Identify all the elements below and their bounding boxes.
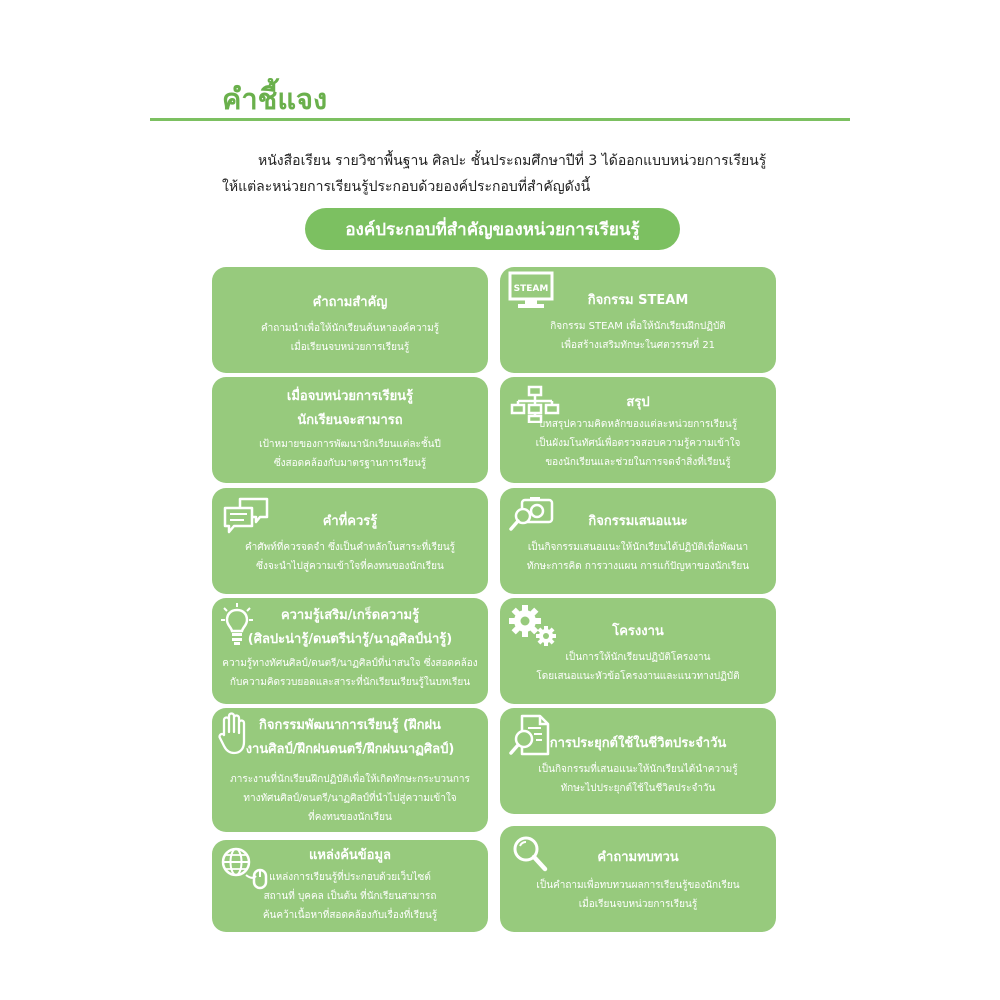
card-desc-line: กับความคิดรวบยอดและสาระที่นักเรียนเรียนรู้ในบทเรียน [229,677,471,688]
card-title: งานศิลป์/ฝึกฝนดนตรี/ฝึกฝนนาฏศิลป์) [245,742,455,757]
card-daily-life [500,708,776,814]
card-title: การประยุกต์ใช้ในชีวิตประจำวัน [549,736,727,751]
card-desc-line: ซึ่งสอดคล้องกับมาตรฐานการเรียนรู้ [273,458,427,469]
card-desc-line: เป็นกิจกรรมที่เสนอแนะให้นักเรียนได้นำความรู้ [538,764,738,775]
card-outcomes [212,377,488,483]
card-summary [500,377,776,483]
card-review [500,826,776,932]
card-desc-line: เมื่อเรียนจบหน่วยการเรียนรู้ [290,342,410,353]
card-desc-line: กิจกรรม STEAM เพื่อให้นักเรียนฝึกปฏิบัติ [550,321,726,332]
steam-icon-label: STEAM [513,284,549,294]
card-title: กิจกรรม STEAM [587,293,689,308]
card-title: กิจกรรมเสนอแนะ [588,514,688,529]
card-desc-line: โดยเสนอแนะหัวข้อโครงงานและแนวทางปฏิบัติ [536,671,740,682]
card-desc-line: ภาระงานที่นักเรียนฝึกปฏิบัติเพื่อให้เกิดทักษะกระบวนการ [230,774,470,785]
card-title: โครงงาน [612,624,664,639]
card-desc-line: ที่คงทนของนักเรียน [308,812,392,823]
card-vocabulary [212,488,488,594]
card-title: คำที่ควรรู้ [322,514,378,529]
card-title: นักเรียนจะสามารถ [297,413,403,428]
card-title: กิจกรรมพัฒนาการเรียนรู้ (ฝึกฝน [259,718,441,733]
card-key-question [212,267,488,373]
card-steam [500,267,776,373]
card-desc-line: ความรู้ทางทัศนศิลป์/ดนตรี/นาฏศิลป์ที่น่าสนใจ ซึ่งสอดคล้อง [222,658,478,669]
card-desc-line: บทสรุปความคิดหลักของแต่ละหน่วยการเรียนรู้ [538,419,738,430]
card-suggested-activity [500,488,776,594]
card-sources [212,840,488,932]
card-desc-line: แหล่งการเรียนรู้ที่ประกอบด้วยเว็บไซต์ [269,872,431,883]
section-banner: องค์ประกอบที่สำคัญของหน่วยการเรียนรู้ [305,208,680,250]
card-title: สรุป [626,395,650,410]
card-desc-line: คำถามนำเพื่อให้นักเรียนค้นหาองค์ความรู้ [260,323,440,334]
card-title: เมื่อจบหน่วยการเรียนรู้ [286,389,414,404]
card-title: (ศิลปะน่ารู้/ดนตรีน่ารู้/นาฏศิลป์น่ารู้) [247,632,453,647]
card-desc-line: ทักษะการคิด การวางแผน การแก้ปัญหาของนักเรียน [526,561,750,572]
card-knowledge [212,598,488,704]
card-desc-line: เป็นการให้นักเรียนปฏิบัติโครงงาน [565,652,711,663]
page-title: คำชี้แจง [222,82,328,116]
card-desc-line: เป็นผังมโนทัศน์เพื่อตรวจสอบความรู้ความเข้าใจ [535,438,741,449]
card-desc-line: สถานที่ บุคคล เป็นต้น ที่นักเรียนสามารถ [263,891,437,902]
card-desc-line: เป็นกิจกรรมเสนอแนะให้นักเรียนได้ปฏิบัติเพื่อพัฒนา [527,542,749,553]
card-title: คำถามสำคัญ [312,295,388,310]
intro-line-1: หนังสือเรียน รายวิชาพื้นฐาน ศิลปะ ชั้นประถมศึกษาปีที่ 3 ได้ออกแบบหน่วยการเรียนรู้ [258,153,767,169]
card-title: แหล่งค้นข้อมูล [308,848,392,863]
card-desc-line: เป้าหมายของการพัฒนานักเรียนแต่ละชั้นปี [259,439,441,450]
card-project [500,598,776,704]
intro-line-2: ให้แต่ละหน่วยการเรียนรู้ประกอบด้วยองค์ประกอบที่สำคัญดังนี้ [222,179,591,195]
card-title: ความรู้เสริม/เกร็ดความรู้ [280,608,420,623]
card-desc-line: ทักษะไปประยุกต์ใช้ในชีวิตประจำวัน [560,783,716,794]
card-desc-line: ทางทัศนศิลป์/ดนตรี/นาฏศิลป์ที่นำไปสู่ความเข้าใจ [243,793,457,804]
card-desc-line: ซึ่งจะนำไปสู่ความเข้าใจที่คงทนของนักเรียน [256,561,444,572]
card-desc-line: คำศัพท์ที่ควรจดจำ ซึ่งเป็นคำหลักในสาระที่เรียนรู้ [244,542,456,553]
card-desc-line: เพื่อสร้างเสริมทักษะในศตวรรษที่ 21 [560,340,716,351]
card-desc-line: เมื่อเรียนจบหน่วยการเรียนรู้ [578,899,698,910]
card-desc-line: เป็นคำถามเพื่อทบทวนผลการเรียนรู้ของนักเรียน [536,880,740,891]
title-divider [150,118,850,121]
card-title: คำถามทบทวน [597,850,679,865]
card-desc-line: ค้นคว้าเนื้อหาที่สอดคล้องกับเรื่องที่เรียนรู้ [262,910,438,921]
card-practice [212,708,488,832]
card-desc-line: ของนักเรียนและช่วยในการจดจำสิ่งที่เรียนรู้ [545,457,731,468]
